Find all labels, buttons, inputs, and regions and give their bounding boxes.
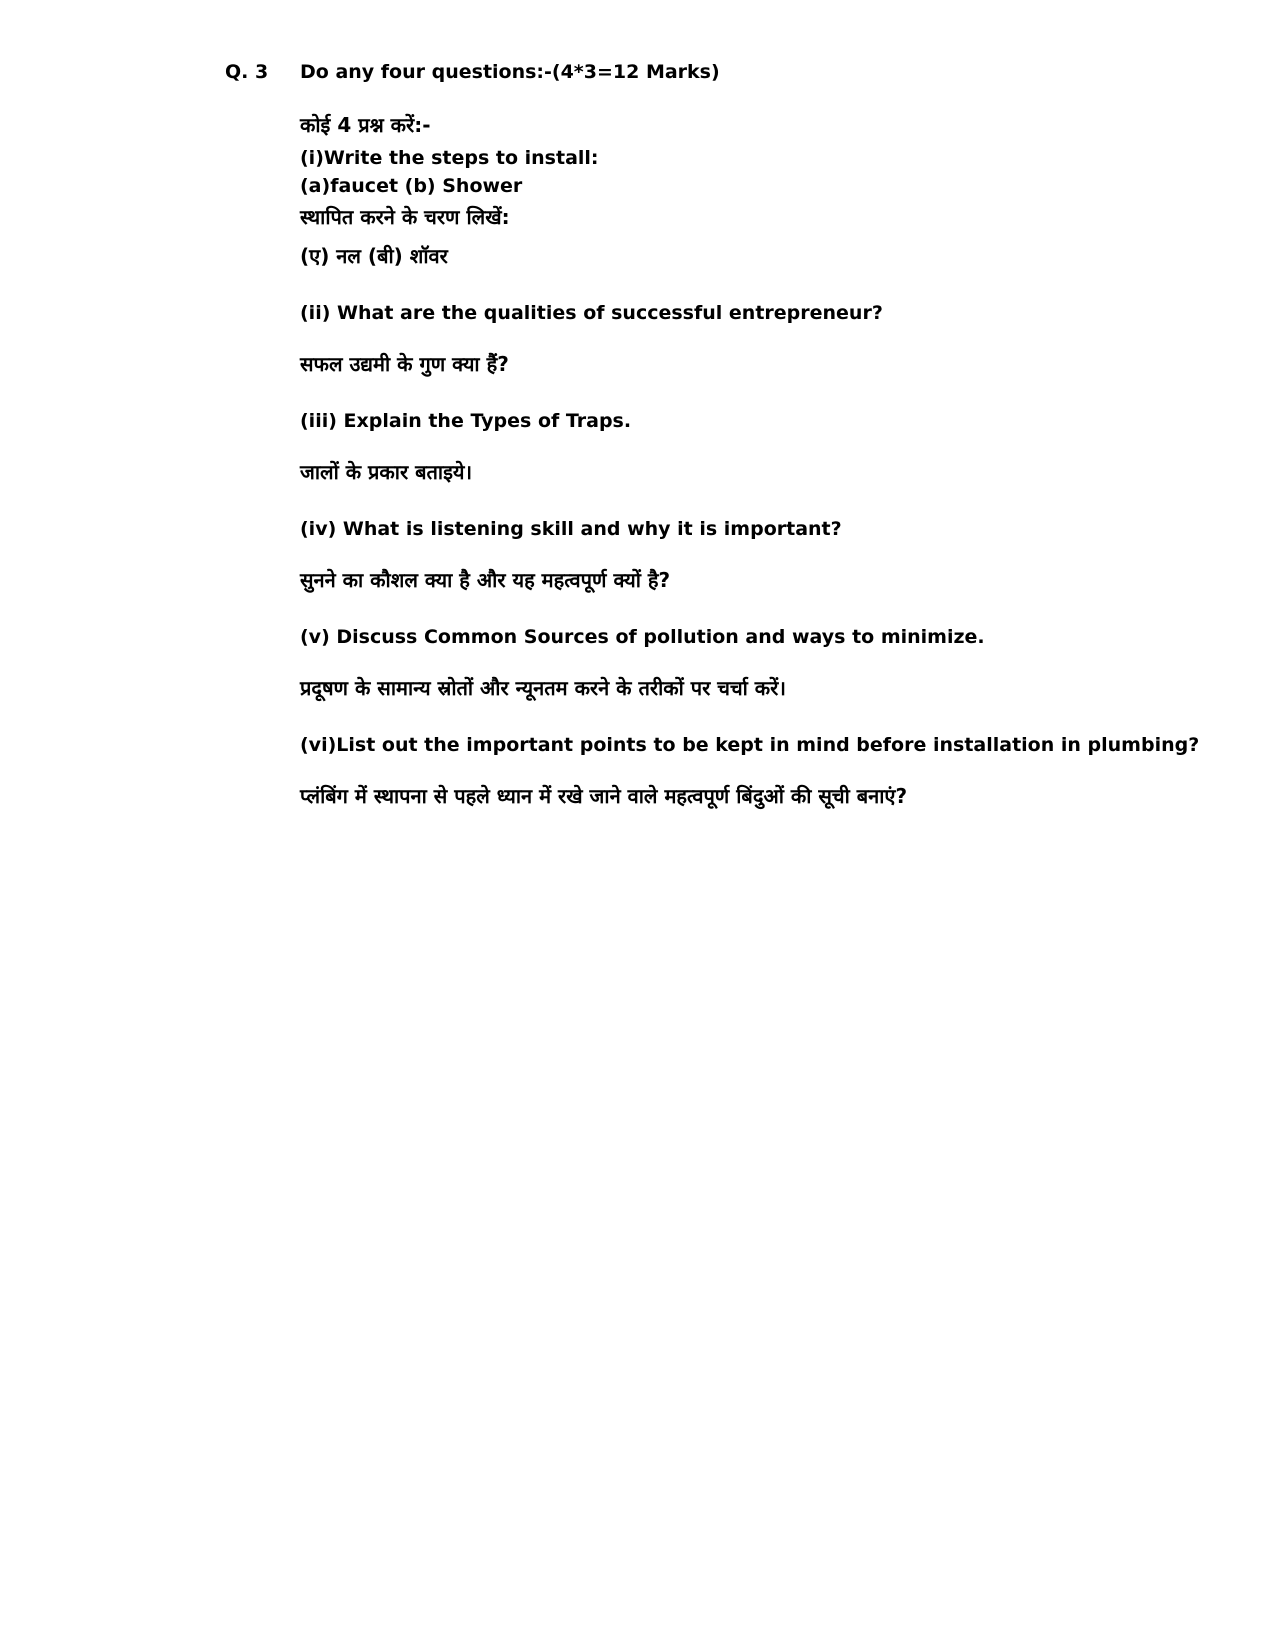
item-3-hindi: जालों के प्रकार बताइये।: [300, 460, 473, 484]
item-3-english: (iii) Explain the Types of Traps.: [300, 410, 632, 432]
item-2-hindi: सफल उद्यमी के गुण क्या हैं?: [300, 352, 509, 376]
item-5-english: (v) Discuss Common Sources of pollution and ways to minimize.: [300, 626, 985, 648]
item-1-english: (i)Write the steps to install:: [300, 147, 599, 169]
item-4-hindi: सुनने का कौशल क्या है और यह महत्वपूर्ण क्यों है?: [300, 568, 671, 592]
item-1-hindi-sub: (ए) नल (बी) शॉवर: [300, 244, 448, 268]
question-instruction: Do any four questions:-(4*3=12 Marks): [300, 61, 720, 83]
item-6-hindi: प्लंबिंग में स्थापना से पहले ध्यान में रखे जाने वाले महत्वपूर्ण बिंदुओं की सूची बनाएं?: [300, 784, 908, 808]
item-2-english: (ii) What are the qualities of successful entrepreneur?: [300, 302, 883, 324]
item-4-english: (iv) What is listening skill and why it is important?: [300, 518, 842, 540]
item-5-hindi: प्रदूषण के सामान्य स्रोतों और न्यूनतम करने के तरीकों पर चर्चा करें।: [300, 676, 786, 700]
question-number: Q. 3: [225, 61, 269, 83]
item-1-hindi: स्थापित करने के चरण लिखें:: [300, 205, 510, 229]
item-1-english-sub: (a)faucet (b) Shower: [300, 175, 523, 197]
question-instruction-hindi: कोई 4 प्रश्न करें:-: [300, 113, 431, 137]
item-6-english: (vi)List out the important points to be kept in mind before installation in plumbing?: [300, 734, 1200, 756]
